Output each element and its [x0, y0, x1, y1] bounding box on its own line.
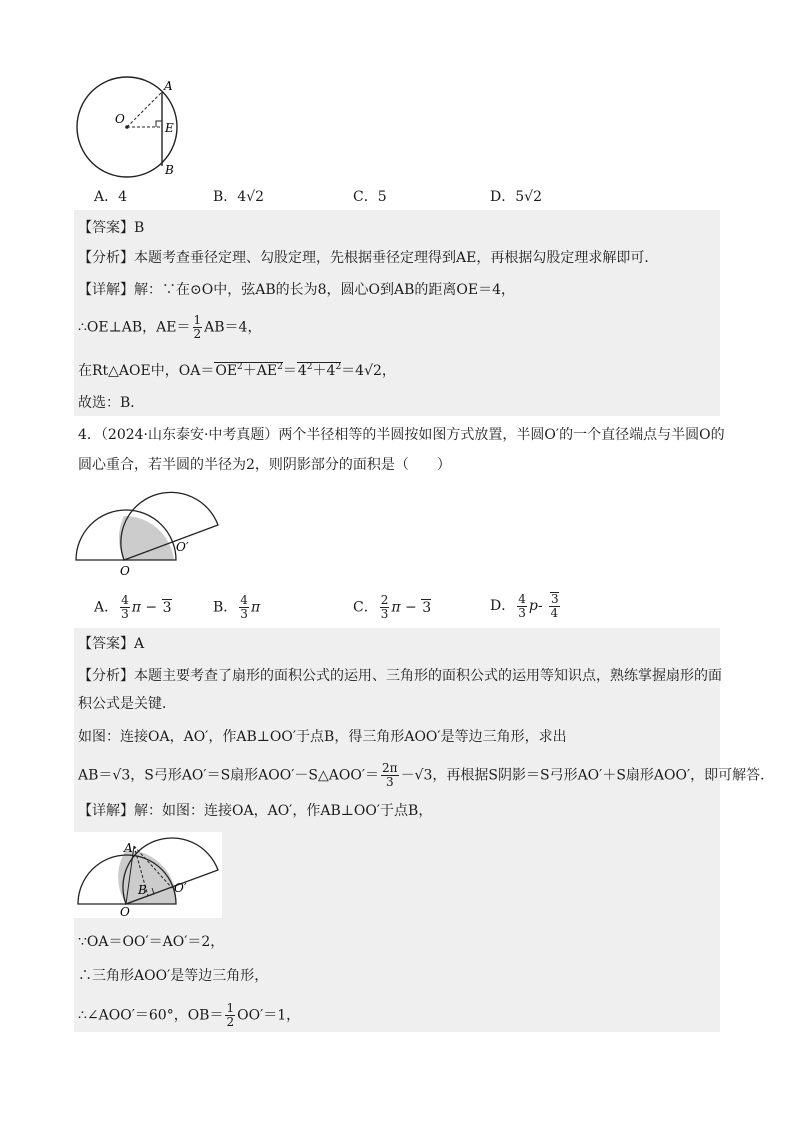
- q4-option-c: C． $\frac{2}{3}$ π − 3: [353, 593, 432, 621]
- fraction-2pi-3: $\frac{2\pi}{3}$: [382, 761, 398, 789]
- q4-option-b: B． $\frac{4}{3}$ π: [213, 593, 261, 621]
- fraction-half: $\frac{1}{2}$: [193, 313, 202, 341]
- circle-figure: [72, 76, 192, 180]
- q3-detail-2: ∴OE⊥AB，AE＝ $\frac{1}{2}$ AB＝4，: [78, 313, 262, 341]
- q3-analysis: 【分析】本题考查垂径定理、勾股定理，先根据垂径定理得到AE，再根据勾股定理求解即可．: [78, 250, 659, 266]
- label-b: B: [165, 163, 174, 177]
- q4-detail-3: ∴三角形AOO′是等边三角形，: [78, 968, 269, 984]
- label-o: O: [120, 564, 130, 578]
- semicircles-figure: [72, 485, 224, 580]
- q3-option-d: D．5√2: [490, 189, 542, 205]
- q3-answer: 【答案】B: [78, 220, 145, 236]
- q4-stem-2: 圆心重合，若半圆的半径为2，则阴影部分的面积是（ ）: [78, 457, 451, 473]
- label-o-prime: O′: [176, 540, 189, 554]
- q4-analysis-4: AB＝√3，S弓形AO′＝S扇形AOO′－S△AOO′＝ $\frac{2\pi}{3}$ －√3，再根据S阴影＝S弓形AO′＋S扇形AOO′，即可解答．: [78, 761, 775, 789]
- q4-answer: 【答案】A: [78, 636, 145, 652]
- q4-option-d: D． $\frac{4}{3}$ p- $\frac{3}{4}$: [490, 591, 559, 620]
- label-a: A: [124, 841, 133, 855]
- label-o: O: [115, 112, 125, 126]
- label-a: A: [164, 79, 173, 93]
- q4-detail-2: ∵OA＝OO′＝AO′＝2，: [78, 934, 225, 950]
- fraction-half-2: $\frac{1}{2}$: [226, 1001, 235, 1029]
- q3-option-a: A．4: [94, 189, 128, 205]
- q4-detail-4: ∴∠AOO′＝60°，OB＝ $\frac{1}{2}$ OO′＝1，: [78, 1001, 301, 1029]
- label-e: E: [165, 121, 174, 135]
- q3-detail-3: 在Rt△AOE中，$OA=OE^2+AE^2=4^2+4^2=4√2$，: [78, 362, 396, 379]
- q3-answer-block: [74, 210, 720, 416]
- q4-option-a: A． $\frac{4}{3}$ π − 3: [94, 593, 172, 621]
- label-o: O: [120, 905, 130, 918]
- label-b: B: [138, 883, 147, 897]
- q3-detail-4: 故选：B．: [78, 395, 145, 411]
- q4-analysis-1: 【分析】本题主要考查了扇形的面积公式的运用、三角形的面积公式的运用等知识点，熟练掌握扇形的面: [78, 668, 722, 684]
- q4-analysis-3: 如图：连接OA，AO′，作AB⊥OO′于点B，得三角形AOO′是等边三角形，求出: [78, 729, 567, 745]
- detail-figure: [74, 832, 222, 918]
- q3-option-b: B．4√2: [213, 189, 265, 205]
- q3-option-c: C．5: [353, 189, 387, 205]
- label-o-prime: O′: [174, 881, 187, 895]
- q4-analysis-2: 积公式是关键．: [78, 696, 176, 712]
- q3-detail-1: 【详解】解：∵在⊙O中，弦AB的长为8，圆心O到AB的距离OE＝4，: [78, 282, 515, 298]
- q4-detail-1: 【详解】解：如图：连接OA，AO′，作AB⊥OO′于点B，: [78, 803, 433, 819]
- q4-stem-1: 4．（2024·山东泰安·中考真题）两个半径相等的半圆按如图方式放置，半圆O′的一个直径端点与半圆O的: [78, 427, 725, 443]
